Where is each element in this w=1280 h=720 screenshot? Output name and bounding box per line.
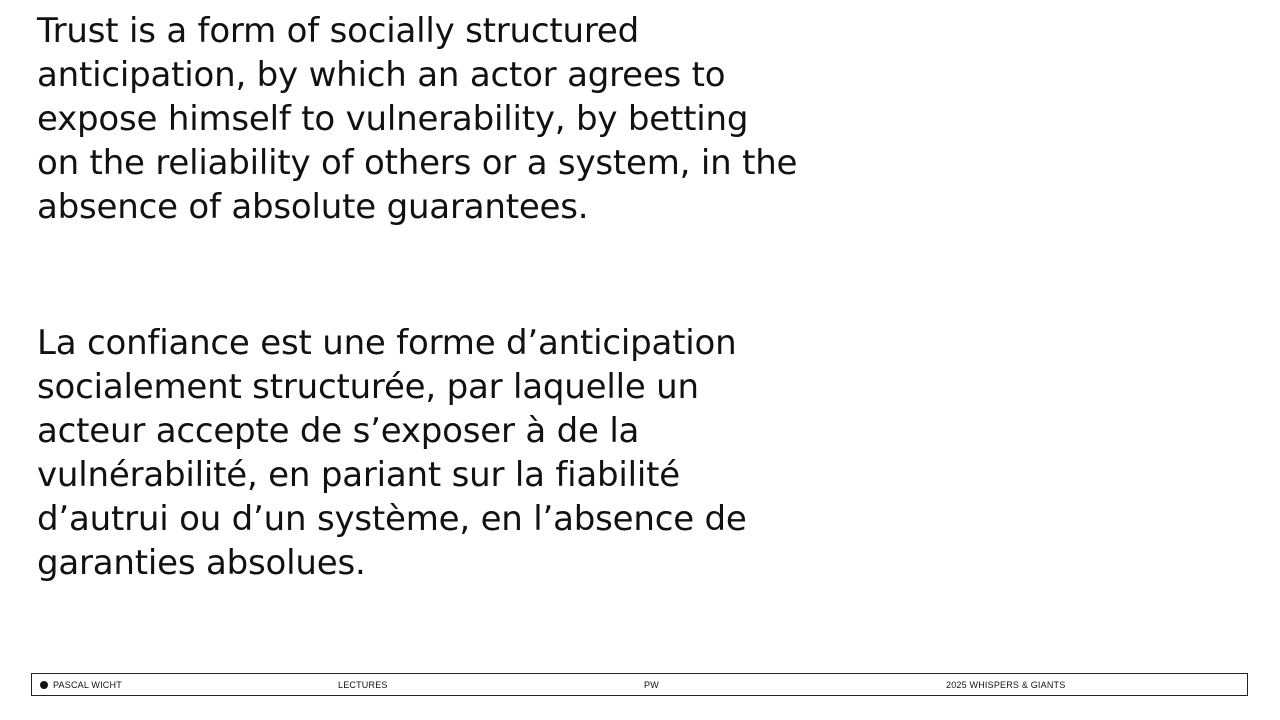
footer-author: PASCAL WICHT xyxy=(53,680,122,690)
footer-bar xyxy=(31,673,1248,696)
footer-initials: PW xyxy=(644,680,659,690)
footer-series: 2025 WHISPERS & GIANTS xyxy=(946,680,1066,690)
quote-english: Trust is a form of socially structured anticipation, by which an actor agrees to expose himself to vulnerability, by betting on the reliability of others or a system, in the absence of absolute guarantees. xyxy=(37,11,798,227)
filled-circle-icon xyxy=(40,681,48,689)
footer-section: LECTURES xyxy=(338,680,388,690)
quote-french: La confiance est une forme d’anticipation socialement structurée, par laquelle un acteur accepte de s’exposer à de la vulnérabilité, en pariant sur la fiabilité d’autrui ou d’un système, en l’absence de garanties absolues. xyxy=(37,323,747,583)
